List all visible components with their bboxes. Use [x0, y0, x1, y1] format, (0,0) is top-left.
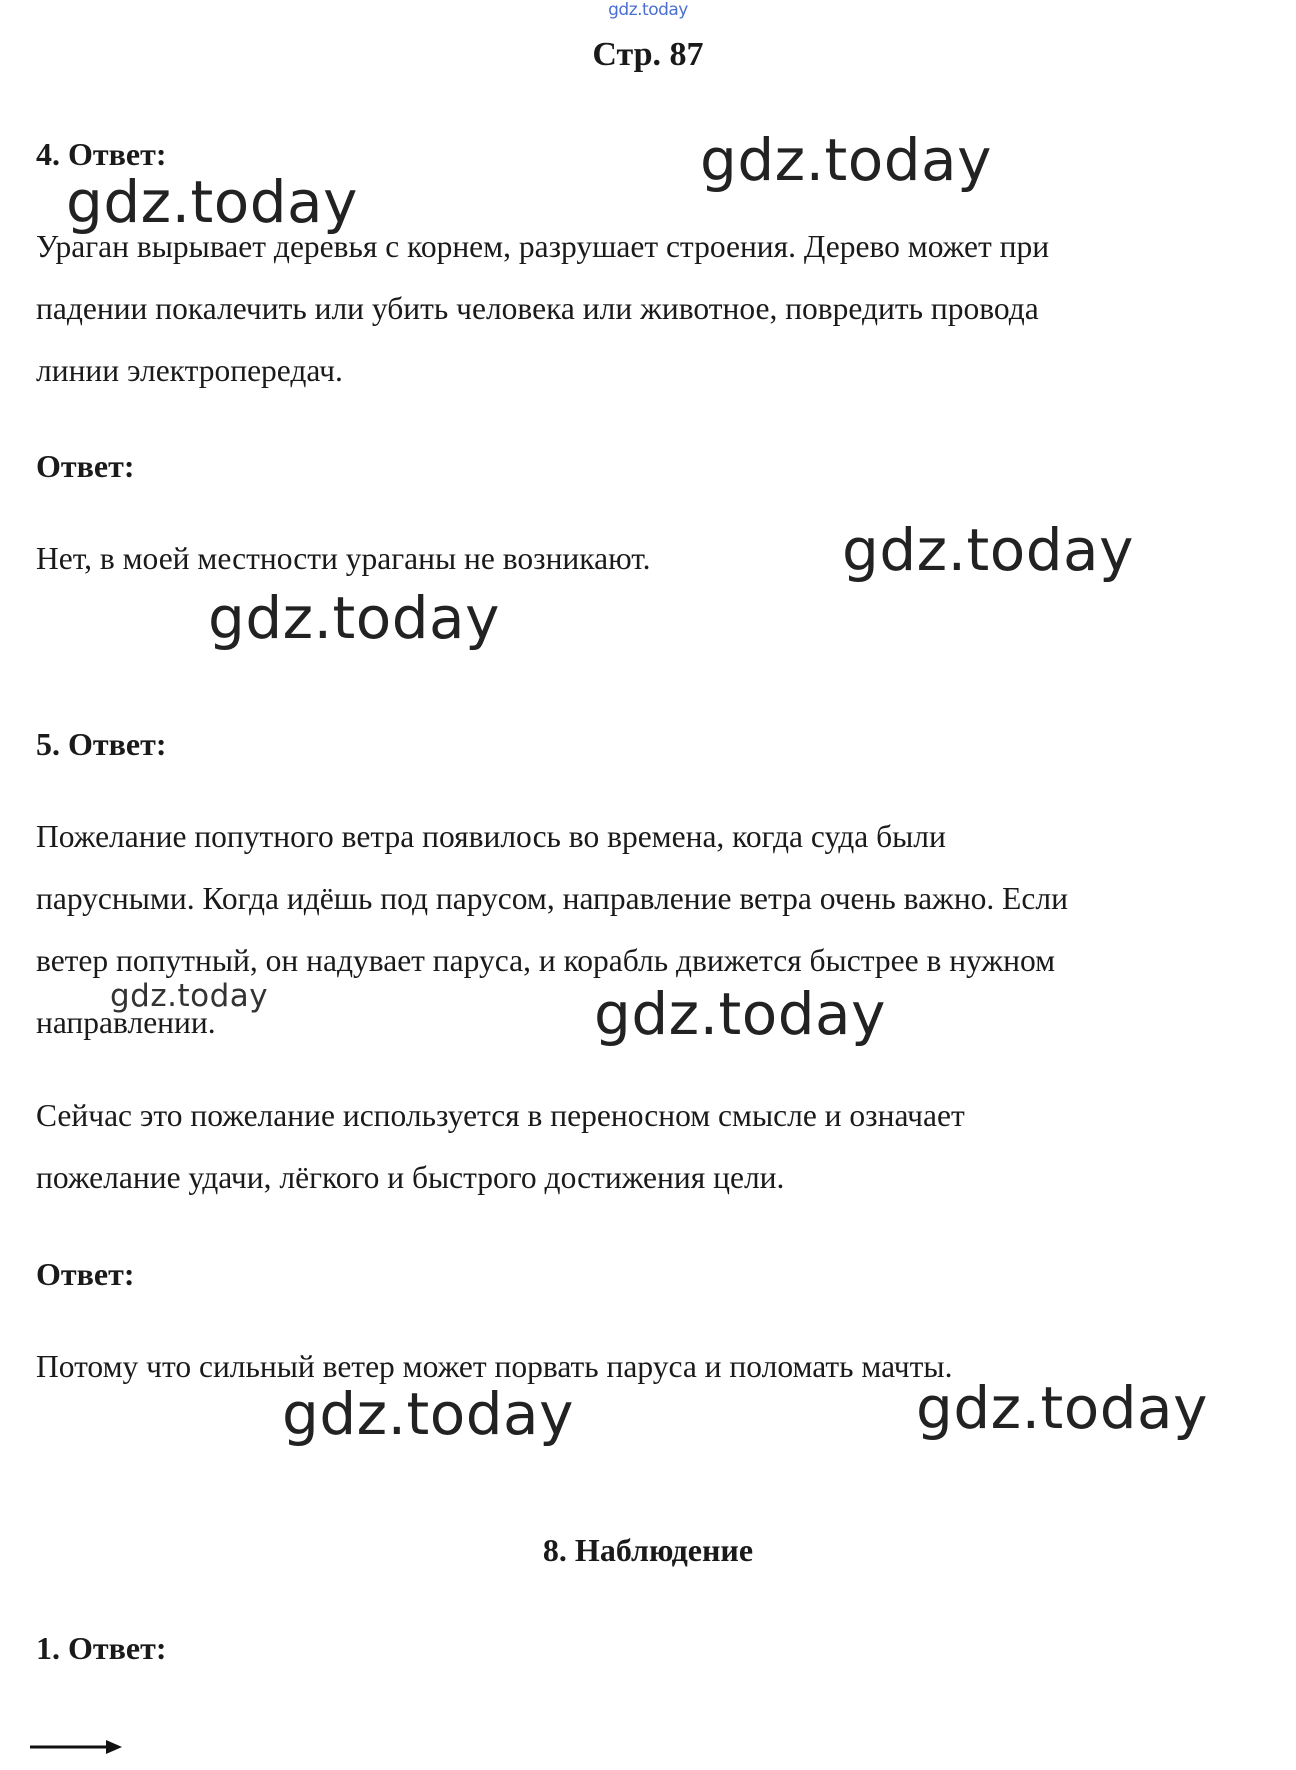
q5-line-4: направлении.	[36, 1005, 216, 1040]
right-arrow-icon	[30, 1738, 122, 1756]
q4-line-3: линии электропередач.	[36, 353, 343, 388]
q5-line-1: Пожелание попутного ветра появилось во времена, когда суда были	[36, 819, 946, 854]
top-watermark: gdz.today	[608, 0, 688, 20]
watermark-8: gdz.today	[916, 1374, 1208, 1442]
q4-heading: 4. Ответ:	[36, 136, 167, 172]
q5b-heading: Ответ:	[36, 1256, 135, 1292]
q5-paragraph-2	[36, 1085, 1266, 1209]
q4b-heading: Ответ:	[36, 448, 135, 484]
q5-line-5: Сейчас это пожелание используется в переносном смысле и означает	[36, 1098, 965, 1133]
q5-line-3: ветер попутный, он надувает паруса, и корабль движется быстрее в нужном	[36, 943, 1056, 978]
page-number: Стр. 87	[592, 36, 704, 73]
watermark-4: gdz.today	[208, 584, 500, 652]
watermark-1: gdz.today	[700, 126, 992, 194]
section-8-title: 8. Наблюдение	[542, 1532, 754, 1568]
q5-heading: 5. Ответ:	[36, 726, 167, 762]
q4-line-1: Ураган вырывает деревья с корнем, разрушает строения. Дерево может при	[36, 229, 1050, 264]
watermark-6: gdz.today	[594, 980, 886, 1048]
q5b-line-1: Потому что сильный ветер может порвать паруса и поломать мачты.	[36, 1349, 953, 1384]
q4b-line-1: Нет, в моей местности ураганы не возникают.	[36, 541, 651, 576]
q4-line-2: падении покалечить или убить человека или животное, повредить провода	[36, 291, 1039, 326]
q5-line-6: пожелание удачи, лёгкого и быстрого достижения цели.	[36, 1160, 785, 1195]
watermark-3: gdz.today	[842, 516, 1134, 584]
watermark-7: gdz.today	[282, 1380, 574, 1448]
q1-heading: 1. Ответ:	[36, 1630, 167, 1666]
watermark-5: gdz.today	[110, 978, 269, 1014]
q4-paragraph	[36, 216, 1266, 402]
q5-line-2: парусными. Когда идёшь под парусом, направление ветра очень важно. Если	[36, 881, 1068, 916]
watermark-2: gdz.today	[66, 168, 358, 236]
